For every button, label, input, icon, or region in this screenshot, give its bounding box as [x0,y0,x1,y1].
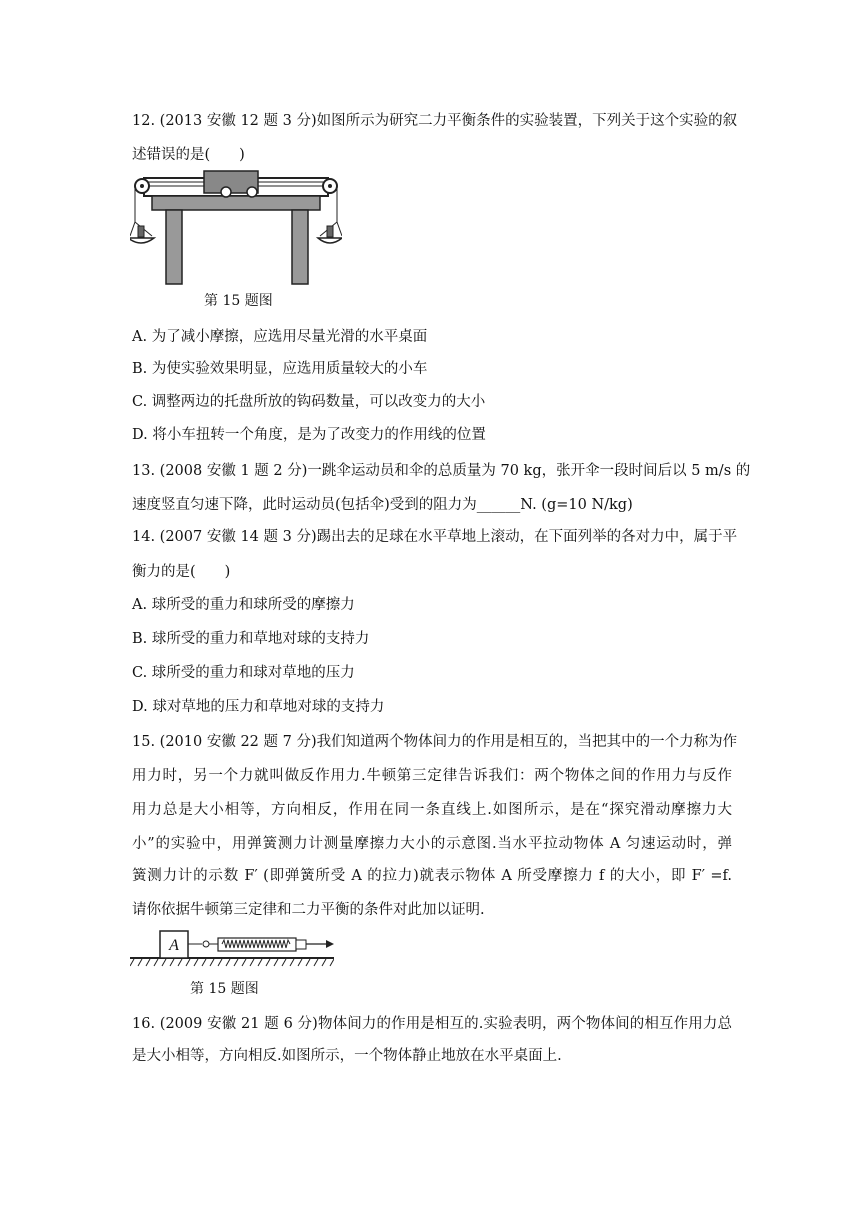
q15-line-6: 请你依据牛顿第三定律和二力平衡的条件对此加以证明. [132,902,485,918]
q12-option-c: C. 调整两边的托盘所放的钩码数量，可以改变力的大小 [132,394,486,410]
spring-scale-figure [130,928,334,968]
q13-line-2: 速度竖直匀速下降，此时运动员(包括伞)受到的阻力为______N. (g=10 N/kg) [132,497,633,513]
q12-option-a: A. 为了减小摩擦，应选用尽量光滑的水平桌面 [132,329,428,345]
q14-option-b: B. 球所受的重力和草地对球的支持力 [132,631,370,647]
q14-option-d: D. 球对草地的压力和草地对球的支持力 [132,699,385,715]
q12-option-b: B. 为使实验效果明显，应选用质量较大的小车 [132,361,428,377]
q15-line-4: 小”的实验中，用弹簧测力计测量摩擦力大小的示意图.当水平拉动物体 A 匀速运动时，弹 [132,836,732,852]
balance-apparatus-figure [130,166,342,286]
q16-line-1: 16. (2009 安徽 21 题 6 分)物体间力的作用是相互的.实验表明，两个物体间的相互作用力总 [132,1016,732,1032]
q14-line-2: 衡力的是( ) [132,564,231,580]
figure-caption-q12: 第 15 题图 [204,293,273,309]
q15-line-1: 15. (2010 安徽 22 题 7 分)我们知道两个物体间力的作用是相互的，当把其中的一个力称为作 [132,734,738,750]
figure-caption-q15: 第 15 题图 [190,981,259,997]
q14-line-1: 14. (2007 安徽 14 题 3 分)踢出去的足球在水平草地上滚动，在下面列举的各对力中，属于平 [132,529,738,545]
block-a-label: A [169,937,179,954]
q14-option-c: C. 球所受的重力和球对草地的压力 [132,665,355,681]
q12-line-2: 述错误的是( ) [132,147,245,163]
q13-line-1: 13. (2008 安徽 1 题 2 分)一跳伞运动员和伞的总质量为 70 kg，张开伞一段时间后以 5 m/s 的 [132,463,751,479]
q15-line-5: 簧测力计的示数 F′ (即弹簧所受 A 的拉力)就表示物体 A 所受摩擦力 f 的大小，即 F′ =f. [132,868,732,884]
q14-option-a: A. 球所受的重力和球所受的摩擦力 [132,597,355,613]
q16-line-2: 是大小相等，方向相反.如图所示，一个物体静止地放在水平桌面上. [132,1048,562,1064]
q15-line-3: 用力总是大小相等，方向相反，作用在同一条直线上.如图所示，是在“探究滑动摩擦力大 [132,802,732,818]
q12-option-d: D. 将小车扭转一个角度，是为了改变力的作用线的位置 [132,427,486,443]
q12-line-1: 12. (2013 安徽 12 题 3 分)如图所示为研究二力平衡条件的实验装置，下列关于这个实验的叙 [132,113,738,129]
q15-line-2: 用力时，另一个力就叫做反作用力.牛顿第三定律告诉我们：两个物体之间的作用力与反作 [132,768,732,784]
